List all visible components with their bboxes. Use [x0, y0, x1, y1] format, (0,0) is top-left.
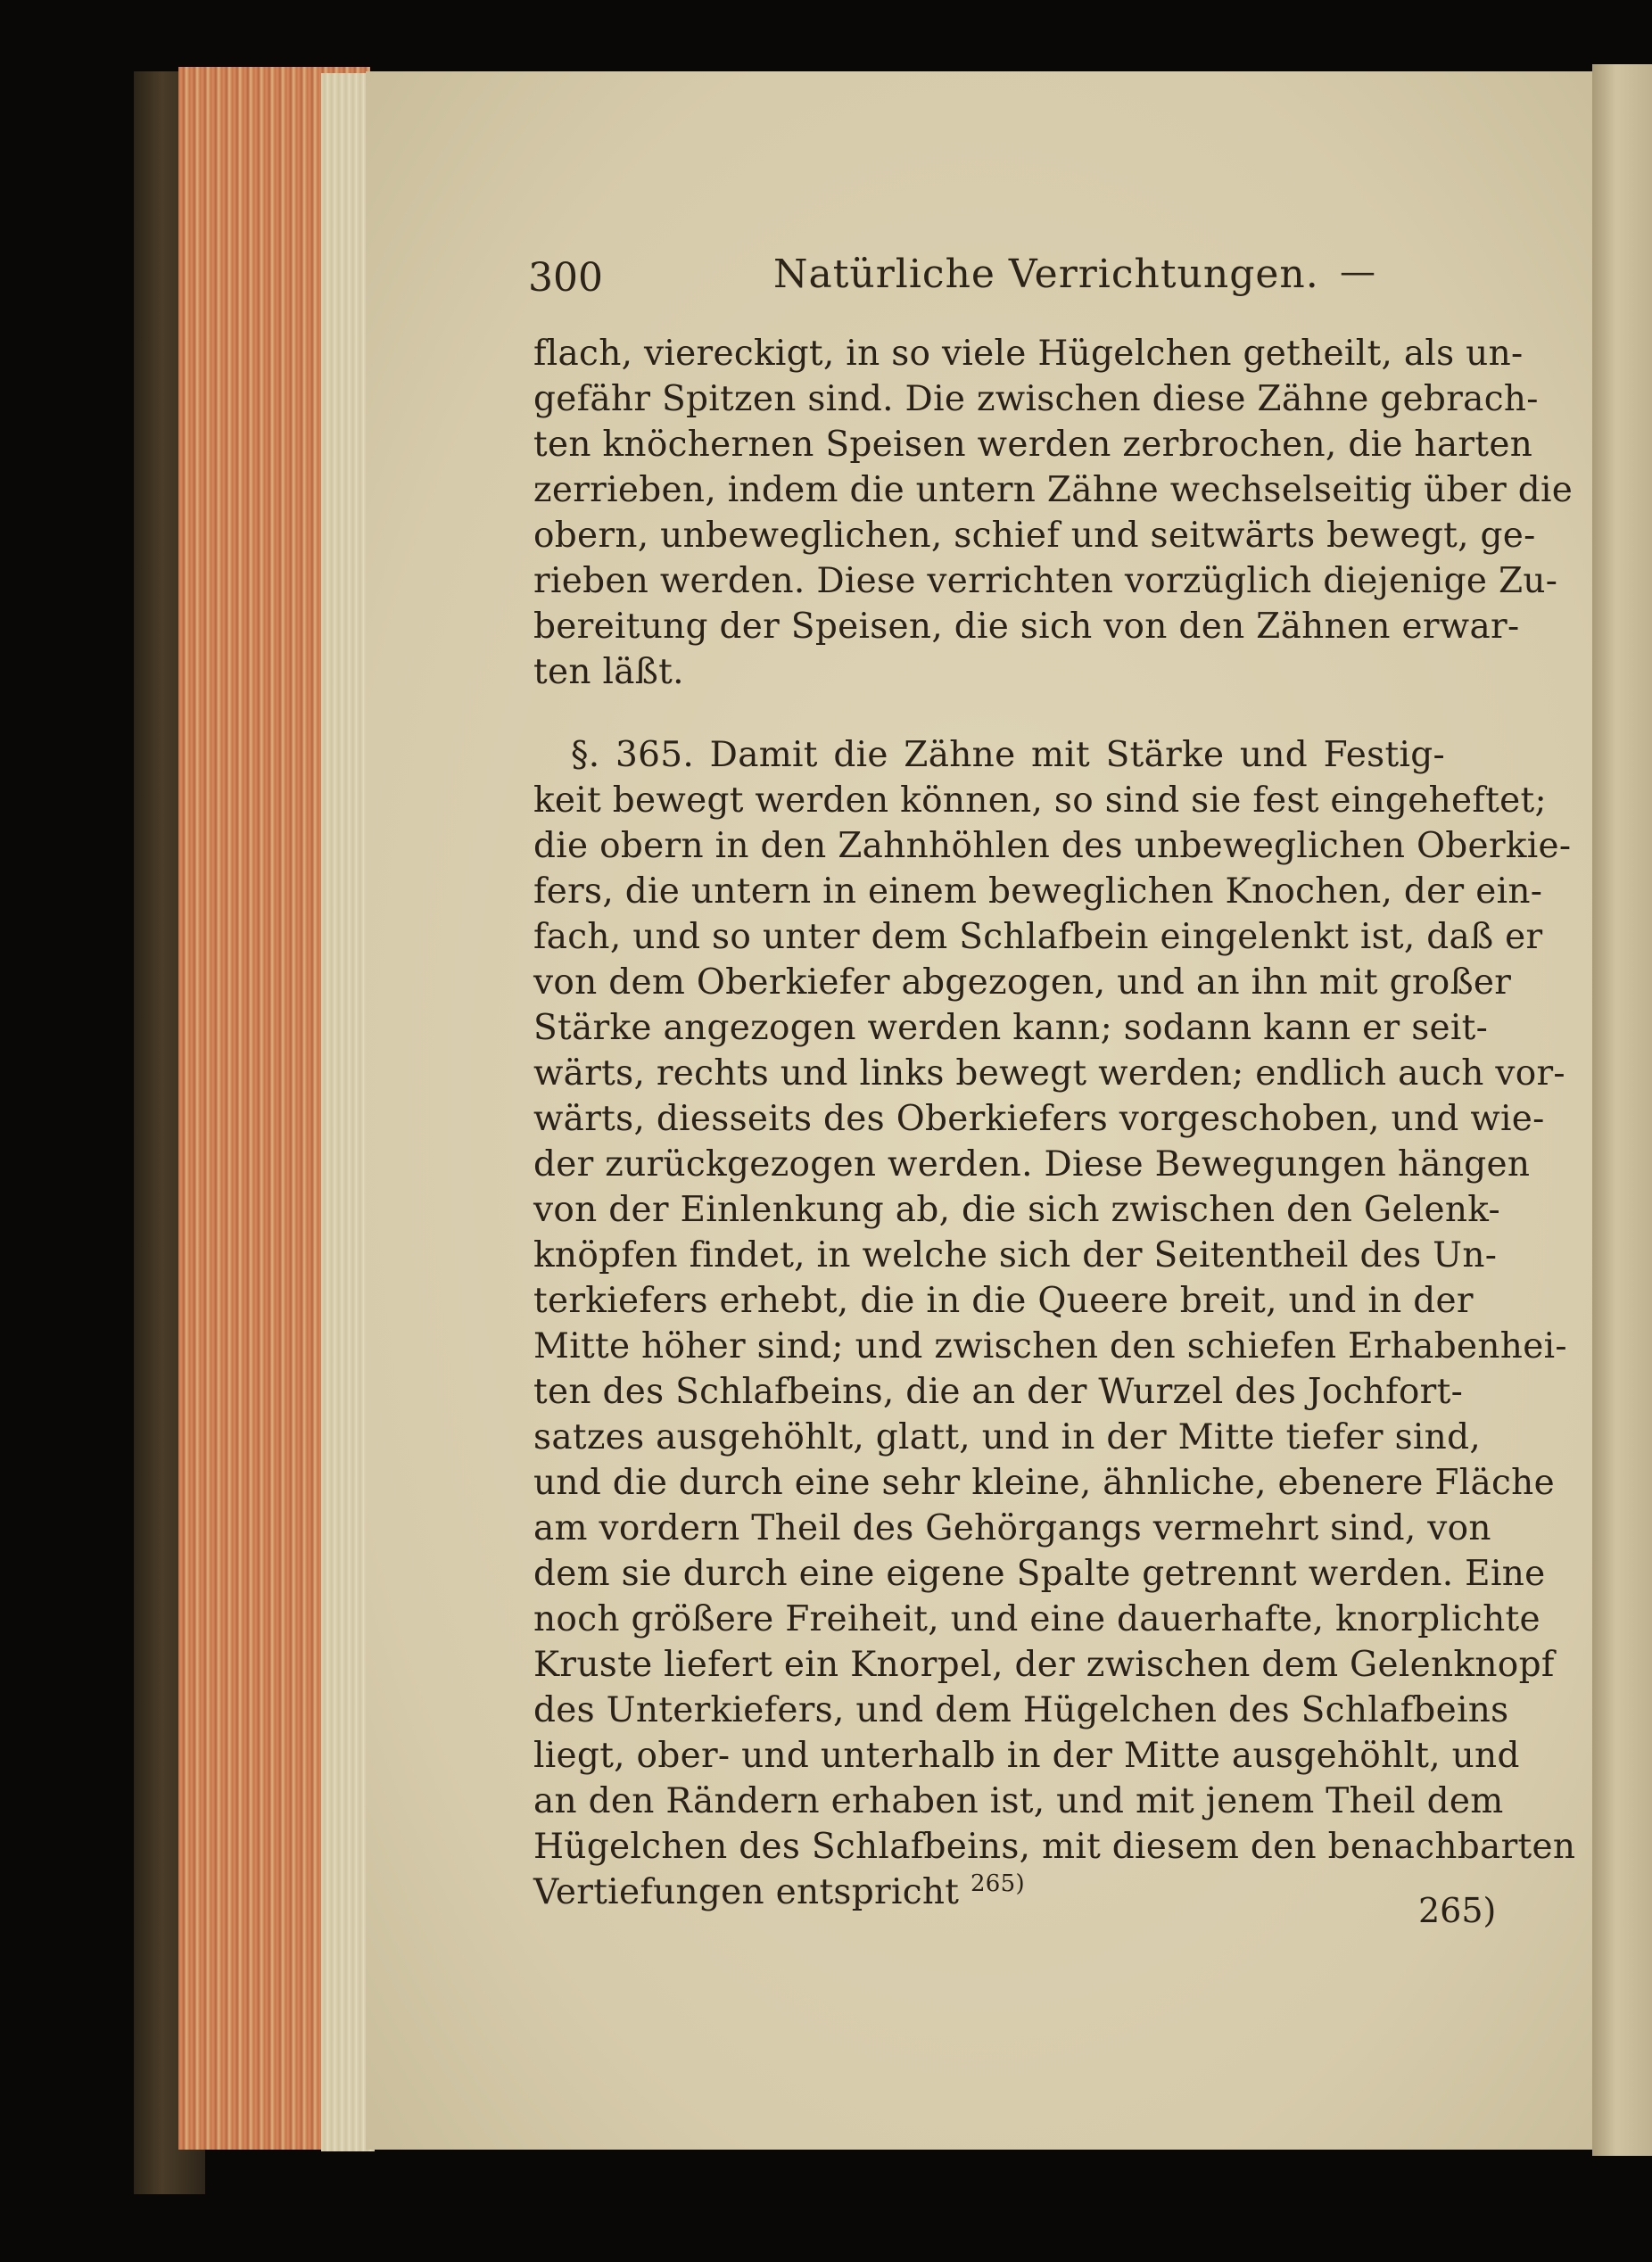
text-line: keit bewegt werden können, so sind sie fest eingeheftet;: [533, 780, 1547, 821]
text-line: ten des Schlafbeins, die an der Wurzel des Jochfort-: [533, 1372, 1464, 1412]
text-line: der zurückgezogen werden. Diese Bewegungen hängen: [533, 1144, 1531, 1185]
text-line-last: [533, 1870, 1445, 1915]
text-line: von dem Oberkiefer abgezogen, und an ihn mit großer: [533, 962, 1512, 1003]
text-line: fach, und so unter dem Schlafbein eingelenkt ist, daß er: [533, 917, 1543, 957]
text-line: die obern in den Zahnhöhlen des unbeweglichen Oberkie-: [533, 826, 1572, 866]
text-line: obern, unbeweglichen, schief und seitwärts bewegt, ge-: [533, 516, 1536, 556]
footnote-reference[interactable]: 265): [970, 1870, 1025, 1897]
text-line: wärts, diesseits des Oberkiefers vorgeschoben, und wie-: [533, 1099, 1545, 1139]
text-line: noch größere Freiheit, und eine dauerhafte, knorplichte: [533, 1599, 1540, 1639]
text-line: des Unterkiefers, und dem Hügelchen des Schlafbeins: [533, 1690, 1509, 1730]
text-line: flach, viereckigt, in so viele Hügelchen getheilt, als un-: [533, 334, 1524, 374]
text-line: fers, die untern in einem beweglichen Knochen, der ein-: [533, 871, 1543, 912]
text-line: von der Einlenkung ab, die sich zwischen den Gelenk-: [533, 1190, 1501, 1230]
text-line: am vordern Theil des Gehörgangs vermehrt sind, von: [533, 1508, 1491, 1548]
text-line: terkiefers erhebt, die in die Queere breit, und in der: [533, 1281, 1474, 1321]
text-line: gefähr Spitzen sind. Die zwischen diese Zähne gebrach-: [533, 379, 1539, 419]
text-line: wärts, rechts und links bewegt werden; endlich auch vor-: [533, 1053, 1565, 1094]
text-line: bereitung der Speisen, die sich von den Zähnen erwar-: [533, 607, 1520, 647]
text-line: und die durch eine sehr kleine, ähnliche, ebenere Fläche: [533, 1463, 1555, 1503]
catchword: 265): [1418, 1891, 1497, 1930]
text-line: Hügelchen des Schlafbeins, mit diesem den benachbarten: [533, 1827, 1576, 1867]
page-header: [528, 248, 1474, 301]
text-line: ten läßt.: [533, 652, 684, 692]
header-dash: —: [1340, 252, 1375, 293]
text-line: zerrieben, indem die untern Zähne wechselseitig über die: [533, 470, 1574, 510]
text-line: satzes ausgehöhlt, glatt, und in der Mitte tiefer sind,: [533, 1417, 1482, 1457]
text-line: Mitte höher sind; und zwischen den schiefen Erhabenhei-: [533, 1326, 1567, 1366]
text-line: rieben werden. Diese verrichten vorzüglich diejenige Zu-: [533, 561, 1558, 601]
running-title: Natürliche Verrichtungen.: [773, 252, 1319, 297]
text-line: knöpfen findet, in welche sich der Seitentheil des Un-: [533, 1235, 1498, 1275]
text-line: Stärke angezogen werden kann; sodann kann er seit-: [533, 1008, 1489, 1048]
section-first-line: §. 365. Damit die Zähne mit Stärke und Festig-: [571, 735, 1445, 775]
text-line: Kruste liefert ein Knorpel, der zwischen dem Gelenknopf: [533, 1645, 1555, 1685]
text-line: liegt, ober- und unterhalb in der Mitte ausgehöhlt, und: [533, 1736, 1520, 1776]
text-line: ten knöchernen Speisen werden zerbrochen, die harten: [533, 425, 1533, 465]
last-line-text: Vertiefungen entspricht: [533, 1872, 960, 1912]
page-number: 300: [528, 255, 603, 301]
text-line: an den Rändern erhaben ist, und mit jenem Theil dem: [533, 1781, 1504, 1821]
next-page-sliver: [1592, 64, 1652, 2156]
text-line: dem sie durch eine eigene Spalte getrennt werden. Eine: [533, 1554, 1546, 1594]
